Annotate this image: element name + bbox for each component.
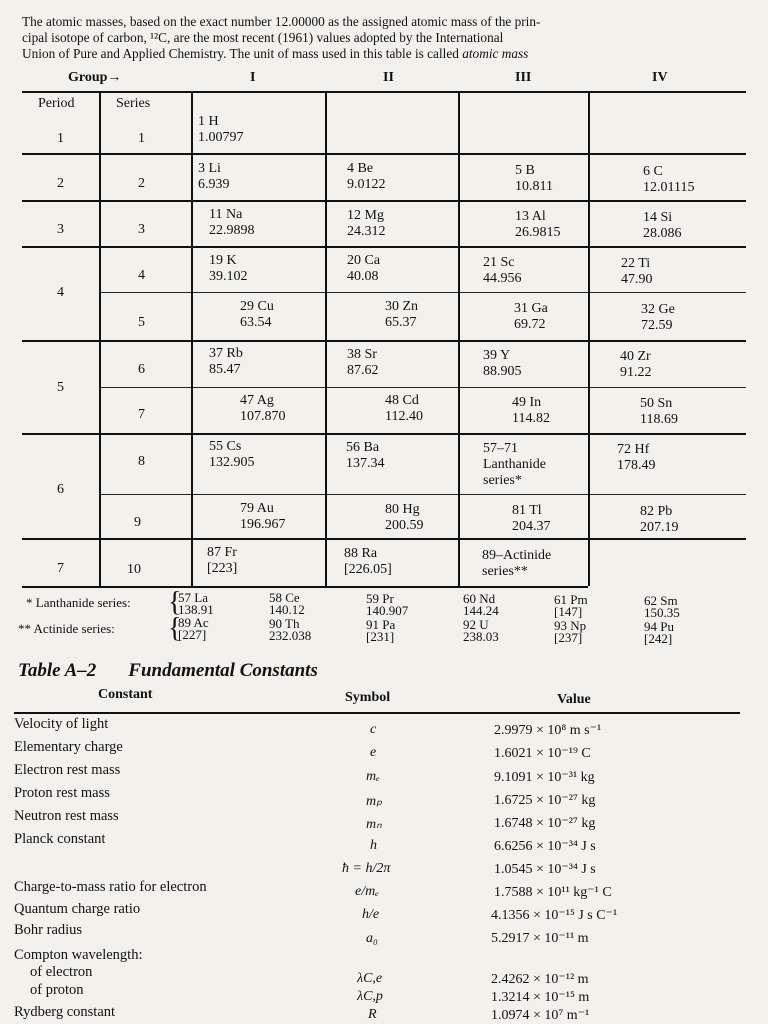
element-cell-hf: 72 Hf 178.49 — [617, 442, 656, 473]
constant-value: 1.7588 × 10¹¹ kg⁻¹ C — [494, 885, 612, 900]
group-header-3: III — [515, 70, 532, 85]
group-header-1: I — [250, 70, 256, 85]
constant-symbol: a₀ — [366, 931, 378, 946]
series-number: 5 — [138, 315, 145, 330]
actinide-element: 92 U 238.03 — [463, 617, 499, 644]
element-cell-mg: 12 Mg 24.312 — [347, 208, 386, 239]
element-cell-ag: 47 Ag 107.870 — [240, 393, 286, 424]
series-number: 6 — [138, 362, 145, 377]
constant-name: Electron rest mass — [14, 762, 121, 778]
constant-value: 4.1356 × 10⁻¹⁵ J s C⁻¹ — [491, 908, 618, 923]
series-number: 8 — [138, 454, 145, 469]
constant-name: Planck constant — [14, 831, 106, 847]
actinide-element: 90 Th 232.038 — [269, 616, 312, 643]
constant-name: Bohr radius — [14, 922, 83, 938]
period-number: 1 — [57, 131, 64, 146]
period-number: 2 — [57, 176, 64, 191]
constant-symbol: e — [370, 745, 377, 760]
series-number: 4 — [138, 268, 145, 283]
constant-symbol: h/e — [362, 907, 380, 922]
constant-name: Velocity of light — [14, 716, 109, 732]
constant-symbol: R — [368, 1007, 377, 1022]
period-header: Period — [38, 96, 75, 111]
element-cell-k: 19 K 39.102 — [209, 253, 248, 284]
element-cell-tl: 81 Tl 204.37 — [512, 503, 551, 534]
table-a2-label: Table A–2 — [18, 660, 97, 681]
row-rule — [22, 200, 746, 202]
constant-name: Neutron rest mass — [14, 808, 119, 824]
element-cell-ge: 32 Ge 72.59 — [641, 302, 675, 333]
element-cell-h: 1 H 1.00797 — [198, 114, 244, 145]
group-label: Group→ — [68, 70, 122, 85]
intro-line-3-text: Union of Pure and Applied Chemistry. The unit of mass used in this table is called — [22, 46, 463, 61]
element-cell-li: 3 Li 6.939 — [198, 161, 230, 192]
series-header: Series — [116, 96, 151, 111]
intro-line-3-italic: atomic mass — [462, 46, 529, 61]
series-number: 10 — [127, 562, 141, 577]
constant-symbol: mₑ — [366, 769, 380, 784]
constant-value: 5.2917 × 10⁻¹¹ m — [491, 931, 589, 946]
element-cell-sc: 21 Sc 44.956 — [483, 255, 522, 286]
constant-symbol: mₙ — [366, 817, 382, 832]
element-cell-b: 5 B 10.811 — [515, 163, 553, 194]
constant-value: 1.0545 × 10⁻³⁴ J s — [494, 862, 596, 877]
element-cell-ti: 22 Ti 47.90 — [621, 256, 653, 287]
series-number: 2 — [138, 176, 145, 191]
lanthanide-element: 60 Nd 144.24 — [463, 591, 499, 618]
row-rule — [100, 494, 746, 495]
constants-header-rule — [14, 712, 740, 714]
col-rule — [99, 91, 101, 586]
series-number: 7 — [138, 407, 145, 422]
lanthanide-element: 59 Pr 140.907 — [366, 591, 409, 618]
constant-name: of electron — [30, 964, 93, 980]
actinide-label: ** Actinide series: — [18, 621, 115, 636]
element-cell-zn: 30 Zn 65.37 — [385, 299, 419, 330]
actinide-element: 89 Ac [227] — [178, 615, 209, 642]
group-header-2: II — [383, 70, 394, 85]
lanthanide-element: 57 La 138.91 — [178, 590, 214, 617]
intro-line-3 — [22, 46, 540, 62]
constant-value: 1.3214 × 10⁻¹⁵ m — [491, 990, 590, 1005]
element-cell-cd: 48 Cd 112.40 — [385, 393, 423, 424]
element-cell-c: 6 C 12.01115 — [643, 164, 695, 195]
row-rule — [22, 153, 746, 155]
period-number: 3 — [57, 222, 64, 237]
element-cell-cs: 55 Cs 132.905 — [209, 439, 255, 470]
element-cell-ba: 56 Ba 137.34 — [346, 440, 385, 471]
col-header-value: Value — [557, 692, 591, 707]
constant-name: Quantum charge ratio — [14, 901, 141, 917]
constant-value: 1.6725 × 10⁻²⁷ kg — [494, 793, 596, 808]
lanthanide-label: * Lanthanide series: — [26, 595, 131, 610]
constant-name: Rydberg constant — [14, 1004, 116, 1020]
intro-paragraph — [22, 14, 540, 62]
element-cell-fr: 87 Fr [223] — [207, 545, 238, 576]
col-rule — [458, 91, 460, 586]
element-cell-al: 13 Al 26.9815 — [515, 209, 561, 240]
actinide-element: 94 Pu [242] — [644, 619, 674, 646]
period-number: 5 — [57, 380, 64, 395]
constant-name: Proton rest mass — [14, 785, 110, 801]
constant-name: Elementary charge — [14, 739, 123, 755]
element-cell-in: 49 In 114.82 — [512, 395, 550, 426]
constant-value: 9.1091 × 10⁻³¹ kg — [494, 770, 595, 785]
element-cell-hg: 80 Hg 200.59 — [385, 502, 424, 533]
actinide-element: 93 Np [237] — [554, 618, 587, 645]
lanthanide-element: 62 Sm 150.35 — [644, 593, 680, 620]
period-number: 6 — [57, 482, 64, 497]
element-cell-ca: 20 Ca 40.08 — [347, 253, 381, 284]
element-cell-ra: 88 Ra [226.05] — [344, 546, 392, 577]
element-cell-ga: 31 Ga 69.72 — [514, 301, 548, 332]
element-cell-zr: 40 Zr 91.22 — [620, 349, 652, 380]
period-number: 7 — [57, 561, 64, 576]
constant-symbol: h — [370, 838, 377, 853]
lanthanide-element: 58 Ce 140.12 — [269, 590, 305, 617]
table-top-rule — [22, 91, 746, 93]
table-a2-title — [18, 660, 318, 682]
constant-symbol: e/mₑ — [355, 884, 379, 899]
col-rule — [325, 91, 327, 586]
constant-value: 2.4262 × 10⁻¹² m — [491, 972, 589, 987]
col-header-constant: Constant — [98, 687, 153, 702]
constant-symbol: mₚ — [366, 794, 383, 809]
element-cell-si: 14 Si 28.086 — [643, 210, 682, 241]
col-rule — [191, 91, 193, 586]
row-rule — [22, 246, 746, 248]
constant-name: Compton wavelength: — [14, 947, 143, 963]
element-cell-pb: 82 Pb 207.19 — [640, 504, 679, 535]
constant-value: 1.0974 × 10⁷ m⁻¹ — [491, 1008, 590, 1023]
actinide-element: 91 Pa [231] — [366, 617, 396, 644]
actinide-brace: { — [168, 613, 182, 644]
series-number: 1 — [138, 131, 145, 146]
table-a2-heading: Fundamental Constants — [128, 660, 318, 681]
element-cell-rb: 37 Rb 85.47 — [209, 346, 243, 377]
series-number: 3 — [138, 222, 145, 237]
constant-value: 6.6256 × 10⁻³⁴ J s — [494, 839, 596, 854]
intro-line-1: The atomic masses, based on the exact number 12.00000 as the assigned atomic mass of the prin- — [22, 14, 541, 29]
element-cell-sn: 50 Sn 118.69 — [640, 396, 678, 427]
constant-symbol: λC,p — [357, 989, 383, 1004]
element-cell-au: 79 Au 196.967 — [240, 501, 286, 532]
constant-symbol: λC,e — [357, 971, 383, 986]
constant-value: 1.6748 × 10⁻²⁷ kg — [494, 816, 596, 831]
row-rule — [22, 340, 746, 342]
constant-value: 2.9979 × 10⁸ m s⁻¹ — [494, 723, 602, 738]
row-rule — [100, 387, 746, 388]
lanthanide-series-cell: 57–71 Lanthanide series* — [483, 441, 546, 488]
col-rule — [588, 91, 590, 586]
lanthanide-element: 61 Pm [147] — [554, 592, 588, 619]
table-bottom-rule — [22, 586, 588, 588]
lanthanide-brace: { — [168, 587, 182, 618]
constant-value: 1.6021 × 10⁻¹⁹ C — [494, 746, 591, 761]
intro-line-2: cipal isotope of carbon, ¹²C, are the most recent (1961) values adopted by the International — [22, 30, 504, 45]
constant-symbol: ħ = h/2π — [342, 861, 391, 876]
constant-symbol: c — [370, 722, 377, 737]
group-header-4: IV — [652, 70, 668, 85]
constant-name: Charge-to-mass ratio for electron — [14, 879, 207, 895]
series-number: 9 — [134, 515, 141, 530]
constant-name: of proton — [30, 982, 84, 998]
row-rule — [22, 538, 746, 540]
row-rule — [22, 433, 746, 435]
element-cell-y: 39 Y 88.905 — [483, 348, 522, 379]
element-cell-sr: 38 Sr 87.62 — [347, 347, 379, 378]
element-cell-be: 4 Be 9.0122 — [347, 161, 386, 192]
col-header-symbol: Symbol — [345, 690, 391, 705]
element-cell-na: 11 Na 22.9898 — [209, 207, 255, 238]
row-rule — [100, 292, 746, 293]
actinide-series-cell: 89–Actinide series** — [482, 548, 552, 579]
period-number: 4 — [57, 285, 64, 300]
element-cell-cu: 29 Cu 63.54 — [240, 299, 274, 330]
